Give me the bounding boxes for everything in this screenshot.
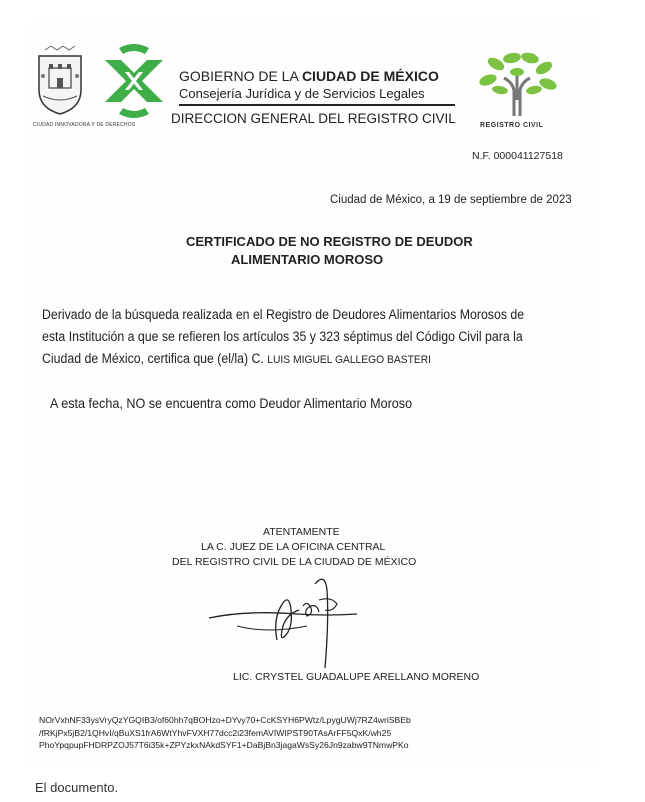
government-heading: GOBIERNO DE LA CIUDAD DE MÉXICO — [179, 68, 439, 84]
certificate-title-line2: ALIMENTARIO MOROSO — [231, 252, 384, 267]
handwritten-signature — [207, 570, 367, 670]
body-line-1: Derivado de la búsqueda realizada en el Registro de Deudores Alimentarios Morosos de — [42, 307, 525, 322]
coat-of-arms-icon — [35, 46, 85, 116]
folio-number: N.F. 000041127518 — [472, 150, 563, 162]
signer-role-1: LA C. JUEZ DE LA OFICINA CENTRAL — [201, 541, 386, 553]
person-name: LUIS MIGUEL GALLEGO BASTERI — [267, 354, 432, 366]
body-line-3: Ciudad de México, certifica que (el/la) C. LUIS MIGUEL GALLEGO BASTERI — [42, 351, 432, 366]
certificate-document — [27, 22, 599, 764]
verification-code-line-2: /fRKjPx5jB2/1QHvI/qBuXS1frA6WtYhvFVXH77dcc2i23femAVIWIPST90TAsArFF5QxK/wh25 — [39, 727, 392, 738]
header-rule — [179, 104, 455, 106]
registro-civil-caption: REGISTRO CIVIL — [480, 122, 544, 129]
coat-caption: CIUDAD INNOVADORA Y DE DERECHOS — [33, 122, 136, 128]
image-caption: El documento. — [35, 780, 119, 795]
debtor-status: A esta fecha, NO se encuentra como Deudor Alimentario Moroso — [50, 395, 413, 411]
city-name: CIUDAD DE MÉXICO — [301, 68, 439, 84]
body-line-2: esta Institución a que se refieren los artículos 35 y 323 séptimus del Código Civil para la — [42, 329, 523, 344]
verification-code — [39, 714, 411, 752]
verification-code-line-1: NOrVxhNF33ysVryQzYGQIB3/of60hh7qBOHzo+DYvy70+CcKSYH6PWtz/LpygUWj7RZ4wriSBEb — [39, 715, 411, 725]
verification-code-line-3: PhoYpqpupFHDRPZOJ57T6i35k+ZPYzkxNAkdSYF1+DaBjBn3jagaWsSy26Jn9zabw9TNmwPKo — [39, 740, 409, 750]
signer-name: LIC. CRYSTEL GUADALUPE ARELLANO MORENO — [233, 671, 480, 683]
registro-civil-tree-icon — [474, 50, 560, 118]
direccion-heading: DIRECCION GENERAL DEL REGISTRO CIVIL — [171, 111, 456, 126]
signer-role-2: DEL REGISTRO CIVIL DE LA CIUDAD DE MÉXICO — [172, 556, 417, 568]
certificate-title-line1: CERTIFICADO DE NO REGISTRO DE DEUDOR — [186, 234, 473, 249]
place-and-date: Ciudad de México, a 19 de septiembre de 2023 — [330, 194, 572, 206]
closing-salutation: ATENTAMENTE — [263, 526, 340, 538]
consejeria-heading: Consejería Jurídica y de Servicios Legales — [179, 86, 425, 101]
certificate-body — [42, 304, 525, 371]
cdmx-logo-icon — [99, 42, 169, 126]
